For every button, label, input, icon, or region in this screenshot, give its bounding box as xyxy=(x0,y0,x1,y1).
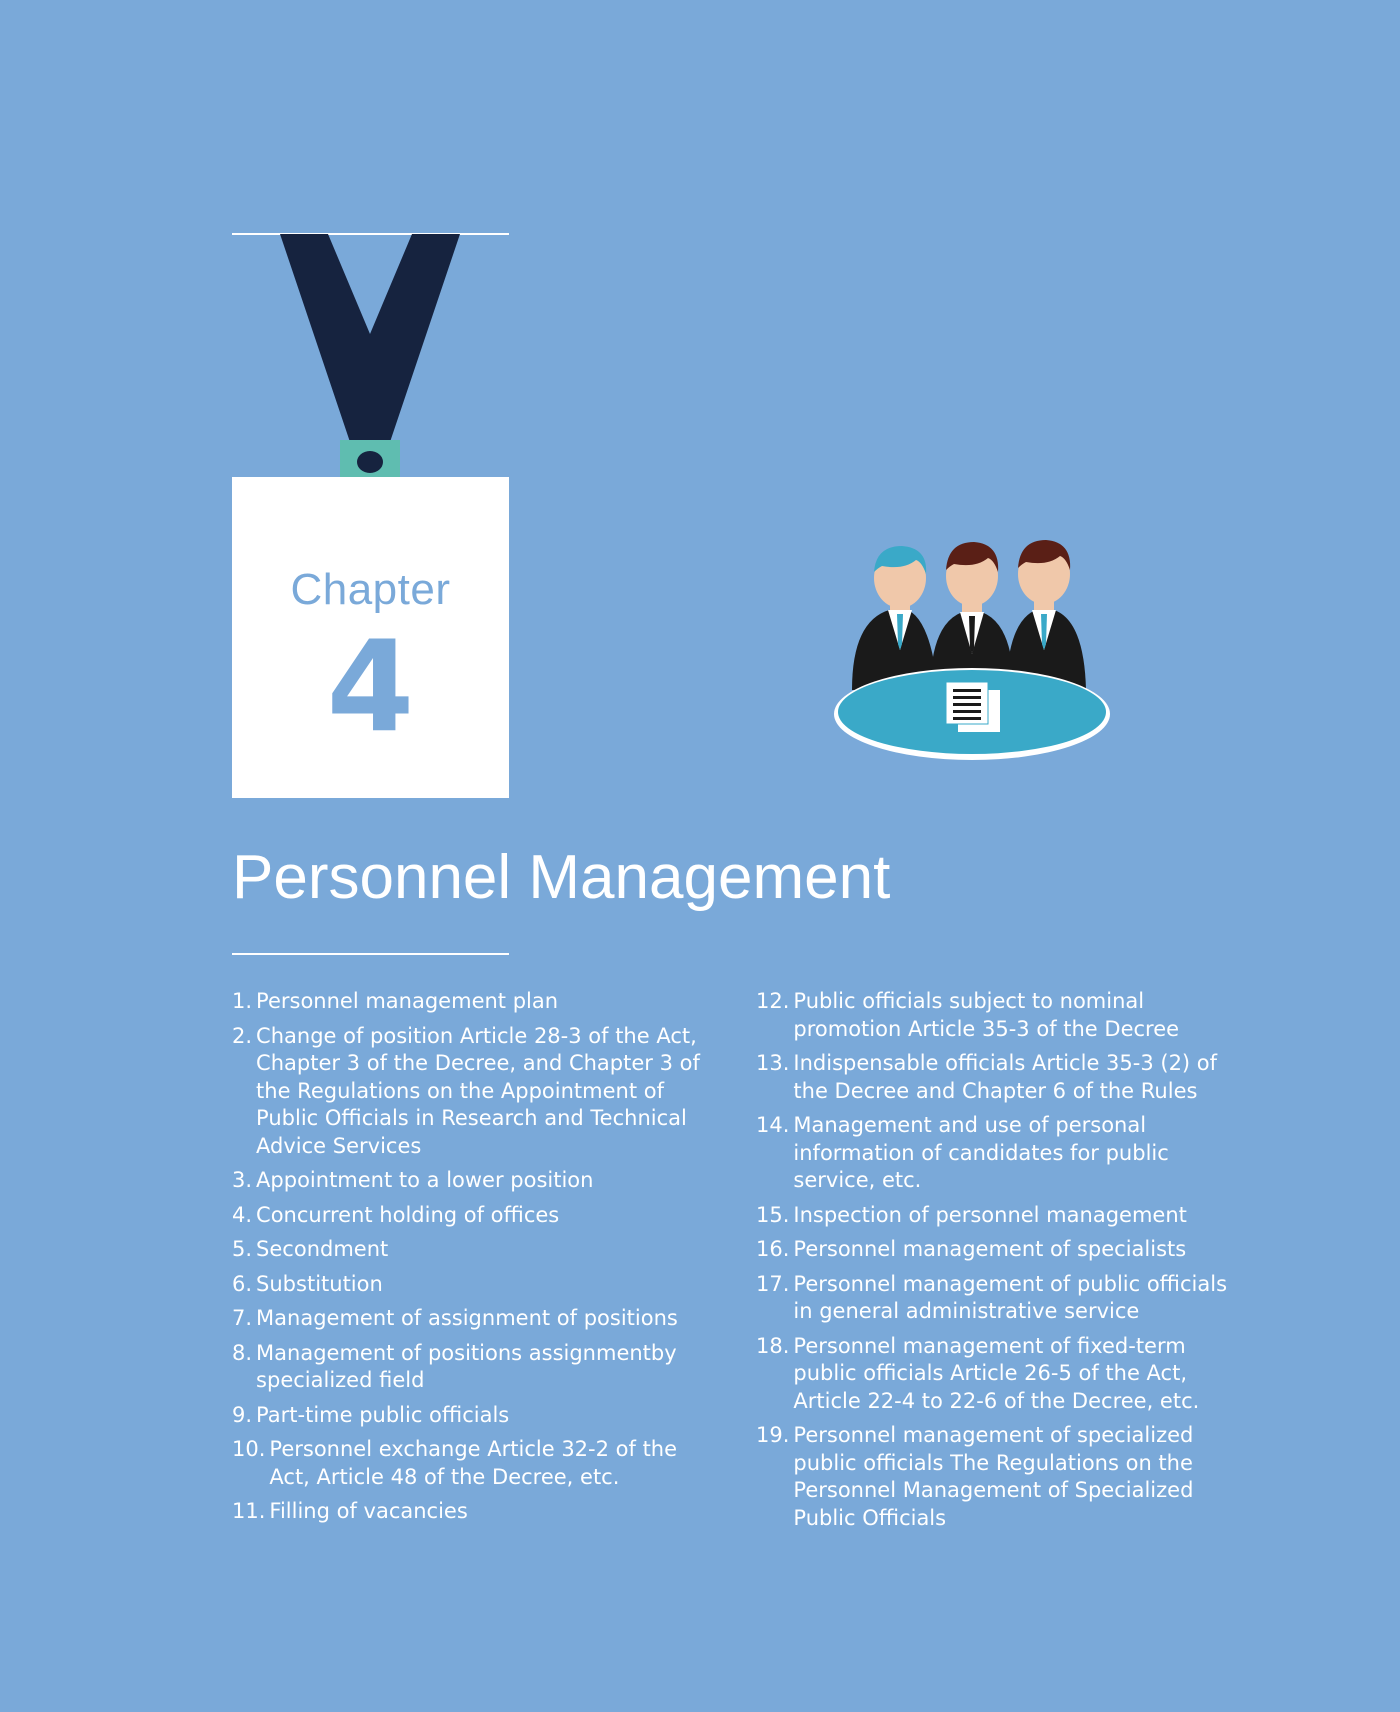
item-number: 3. xyxy=(232,1168,253,1192)
item-number: 18. xyxy=(756,1333,790,1358)
item-text: Management of positions assignmentby specialized field xyxy=(256,1340,677,1392)
item-text: Public officials subject to nominal promotion Article 35-3 of the Decree xyxy=(793,989,1180,1041)
chapter-badge-card xyxy=(232,477,509,798)
item-number: 2. xyxy=(232,1023,253,1048)
list-item xyxy=(232,1271,724,1299)
item-number: 12. xyxy=(756,989,790,1013)
list-item xyxy=(756,1422,1230,1532)
item-text: Change of position Article 28-3 of the Act, Chapter 3 of the Decree, and Chapter 3 of the Regulations on the Appointment of Public Officials in Research and Technical Advice Services xyxy=(256,1023,700,1158)
list-item xyxy=(756,1333,1230,1416)
list-item xyxy=(232,1305,724,1333)
contents-list-left xyxy=(232,988,724,1533)
item-text: Indispensable officials Article 35-3 (2) of the Decree and Chapter 6 of the Rules xyxy=(793,1051,1218,1103)
item-number: 6. xyxy=(232,1271,253,1296)
item-text: Personnel management plan xyxy=(256,989,559,1013)
item-number: 9. xyxy=(232,1402,253,1427)
list-item xyxy=(756,1271,1230,1326)
lanyard-clip-hole xyxy=(357,451,383,473)
list-item xyxy=(232,1202,724,1230)
list-item xyxy=(756,988,1230,1043)
list-item xyxy=(232,988,724,1016)
item-text: Part-time public officials xyxy=(256,1402,510,1427)
item-number: 4. xyxy=(232,1202,253,1227)
list-item xyxy=(232,1167,724,1195)
item-number: 8. xyxy=(232,1340,253,1365)
item-number: 7. xyxy=(232,1306,253,1330)
meeting-people-icon xyxy=(830,538,1114,772)
item-text: Personnel management of fixed-term public officials Article 26-5 of the Act, Article 22-4 to 22-6 of the Decree, etc. xyxy=(793,1333,1200,1413)
item-number: 1. xyxy=(232,989,253,1013)
list-item xyxy=(232,1498,724,1526)
person-left xyxy=(852,546,938,690)
item-number: 15. xyxy=(756,1202,790,1227)
item-number: 16. xyxy=(756,1237,790,1261)
list-item xyxy=(232,1402,724,1430)
chapter-label: Chapter xyxy=(290,565,451,614)
item-text: Filling of vacancies xyxy=(269,1499,468,1523)
list-item xyxy=(232,1340,724,1395)
item-number: 10. xyxy=(232,1437,266,1461)
item-number: 14. xyxy=(756,1113,790,1137)
item-text: Concurrent holding of offices xyxy=(256,1202,560,1227)
title-divider xyxy=(232,953,509,955)
chapter-number: 4 xyxy=(326,613,415,760)
person-right xyxy=(1006,540,1086,690)
item-number: 13. xyxy=(756,1051,790,1075)
list-item xyxy=(232,1236,724,1264)
item-text: Personnel exchange Article 32-2 of the Act, Article 48 of the Decree, etc. xyxy=(269,1437,678,1489)
list-item xyxy=(756,1112,1230,1195)
page-title: Personnel Management xyxy=(232,843,891,912)
item-text: Personnel management of specialists xyxy=(793,1237,1187,1261)
item-text: Secondment xyxy=(256,1237,389,1261)
item-text: Management and use of personal information of candidates for public service, etc. xyxy=(793,1113,1169,1192)
item-text: Personnel management of specialized public officials The Regulations on the Personnel Management of Specialized Public Officials xyxy=(793,1423,1194,1530)
item-text: Personnel management of public officials in general administrative service xyxy=(793,1271,1228,1323)
list-item xyxy=(756,1050,1230,1105)
item-text: Inspection of personnel management xyxy=(793,1202,1187,1227)
list-item xyxy=(232,1023,724,1161)
item-number: 5. xyxy=(232,1237,253,1261)
list-item xyxy=(756,1236,1230,1264)
lanyard-strap xyxy=(280,234,460,442)
item-number: 17. xyxy=(756,1271,790,1296)
item-text: Appointment to a lower position xyxy=(256,1168,594,1192)
item-number: 11. xyxy=(232,1499,266,1523)
list-item xyxy=(756,1202,1230,1230)
item-text: Management of assignment of positions xyxy=(256,1306,678,1330)
item-number: 19. xyxy=(756,1423,790,1447)
contents-list-right xyxy=(756,988,1230,1539)
list-item xyxy=(232,1436,724,1491)
item-text: Substitution xyxy=(256,1271,383,1296)
